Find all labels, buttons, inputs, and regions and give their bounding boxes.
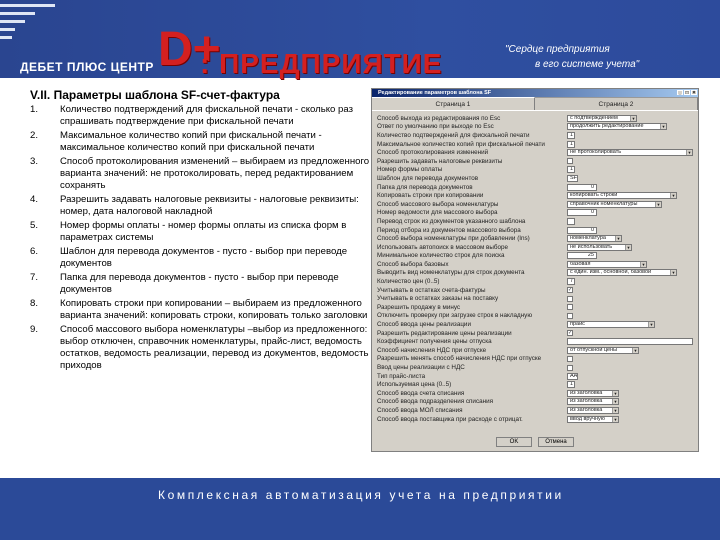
chevron-down-icon: ▼ (613, 399, 618, 405)
item-number: 4. (30, 194, 39, 205)
parameter-label: Коэффициент получения цены отпуска (377, 338, 492, 346)
parameter-row (377, 312, 694, 321)
parameter-row (377, 363, 694, 372)
parameter-row (377, 252, 694, 261)
select-value: с един. изм., основной, базовой (570, 269, 652, 276)
parameter-checkbox[interactable] (567, 296, 573, 302)
parameter-row (377, 191, 694, 200)
item-number: 6. (30, 246, 39, 257)
dialog-title: Редактирование параметров шаблона SF (378, 90, 492, 96)
parameter-checkbox[interactable] (567, 304, 573, 310)
item-text: Разрешить задавать налоговые реквизиты - налоговые реквизиты: номер, дата налоговой накладной (60, 194, 359, 217)
parameter-row (377, 329, 694, 338)
parameter-checkbox[interactable] (567, 356, 573, 362)
parameter-row (377, 303, 694, 312)
select-value: справочник номенклатуры (570, 200, 638, 207)
list-item (30, 324, 370, 372)
parameter-select[interactable] (567, 149, 693, 156)
parameter-row (377, 398, 694, 407)
parameter-input[interactable]: 7 (567, 278, 575, 285)
parameter-row (377, 131, 694, 140)
tab-page-1[interactable]: Страница 1 (372, 97, 535, 110)
parameter-label: Учитывать в остатках счета-фактуры (377, 286, 486, 294)
parameter-select[interactable] (567, 269, 677, 276)
list-item (30, 194, 370, 218)
parameter-row (377, 294, 694, 303)
parameter-label: Максимальное количество копий при фискальной печати (377, 140, 545, 148)
parameter-row (377, 243, 694, 252)
parameter-input[interactable]: 1 (567, 141, 575, 148)
parameter-input[interactable]: 1 (567, 132, 575, 139)
parameter-input[interactable]: АА (567, 373, 578, 380)
decor-stripe (0, 28, 15, 31)
select-value: продолжить редактирование (570, 123, 644, 130)
parameter-input[interactable]: 1 (567, 166, 575, 173)
list-item (30, 220, 370, 244)
item-number: 2. (30, 130, 39, 141)
dialog-titlebar (372, 89, 698, 97)
parameter-select[interactable] (567, 347, 639, 354)
item-text: Способ протоколирования изменений – выбираем из предложенного варианта значений: не протоколировать, перед редактированием сохранять (60, 156, 370, 191)
parameter-label: Используемая цена (0..5) (377, 381, 452, 389)
parameter-label: Папка для перевода документов (377, 183, 473, 191)
list-item (30, 272, 370, 296)
chevron-down-icon: ▼ (671, 193, 676, 199)
parameter-checkbox[interactable] (567, 365, 573, 371)
parameter-row (377, 200, 694, 209)
chevron-down-icon: ▼ (616, 236, 621, 242)
parameter-checkbox[interactable]: ✓ (568, 330, 573, 337)
item-text: Папка для перевода документов - пусто - выбор при переводе документов (60, 272, 339, 295)
parameter-row (377, 157, 694, 166)
parameter-label: Номер ведомости для массового выбора (377, 209, 498, 217)
parameter-row (377, 337, 694, 346)
chevron-down-icon: ▼ (613, 416, 618, 422)
parameter-row (377, 226, 694, 235)
parameter-label: Способ выбора базовых (377, 260, 449, 268)
select-value: из заголовка (570, 398, 603, 405)
slogan-line: "Сердце предприятия (505, 44, 610, 55)
parameter-select[interactable] (567, 407, 619, 414)
parameter-select[interactable] (567, 261, 647, 268)
item-number: 3. (30, 156, 39, 167)
parameter-label: Ответ по умолчанию при выходе по Esc (377, 123, 494, 131)
parameter-label: Тип прайс-листа (377, 372, 426, 380)
parameter-row (377, 166, 694, 175)
parameter-label: Период отбора из документов массового выбора (377, 226, 521, 234)
chevron-down-icon: ▼ (613, 407, 618, 413)
chevron-down-icon: ▼ (687, 150, 692, 156)
parameter-number-input[interactable]: 25 (567, 252, 597, 259)
parameter-select[interactable] (567, 115, 637, 122)
parameter-select[interactable] (567, 123, 667, 130)
chevron-down-icon: ▼ (671, 270, 676, 276)
header-banner (0, 0, 720, 78)
select-value: базовая (570, 260, 591, 267)
parameter-row (377, 355, 694, 364)
parameter-row (377, 209, 694, 218)
chevron-down-icon: ▼ (631, 115, 636, 121)
parameter-row (377, 406, 694, 415)
parameter-label: Количество цен (0..5) (377, 278, 440, 286)
parameter-row (377, 380, 694, 389)
list-item (30, 130, 370, 154)
parameter-row (377, 346, 694, 355)
parameter-select[interactable] (567, 235, 622, 242)
footer-band (0, 478, 720, 540)
parameter-number-input[interactable]: 0 (567, 227, 597, 234)
parameter-row (377, 183, 694, 192)
close-button[interactable]: × (692, 90, 696, 96)
parameter-label: Способ выхода из редактирования по Esc (377, 114, 501, 122)
select-value: из заголовка (570, 389, 603, 396)
parameter-label: Способ ввода цены реализации (377, 321, 471, 329)
parameter-row (377, 123, 694, 132)
select-value: не протоколировать (570, 149, 622, 156)
item-text: Копировать строки при копировании – выбираем из предложенного варианта значений: копировать строки, копировать только заголовки (60, 298, 368, 321)
item-text: Способ массового выбора номенклатуры –выбор из предложенного: выбор отключен, справочник номенклатуры, прайс-лист, ведомость остатков, ведомость реализации, перевод из документов, ведомость приходов (60, 324, 369, 371)
slogan (505, 42, 639, 72)
chevron-down-icon: ▼ (661, 124, 666, 130)
parameter-row (377, 415, 694, 424)
parameter-row (377, 277, 694, 286)
chevron-down-icon: ▼ (656, 201, 661, 207)
product-name: : ПРЕДПРИЯТИЕ (200, 48, 443, 79)
parameter-select[interactable] (567, 192, 677, 199)
parameter-label: Учитывать в остатках заказы на поставку (377, 295, 499, 303)
parameter-label: Способ ввода счета списания (377, 389, 465, 397)
item-text: Номер формы оплаты - номер формы оплаты из списка форм в параметрах системы (60, 220, 347, 243)
item-text: Шаблон для перевода документов - пусто - выбор при переводе документов (60, 246, 348, 269)
item-text: Максимальное количество копий при фискальной печати - максимальное количество копий при фискальной печати (60, 130, 322, 153)
decor-stripe (0, 20, 25, 23)
item-number: 1. (30, 104, 39, 115)
parameter-row (377, 114, 694, 123)
item-text: Количество подтверждений для фискальной печати - сколько раз спрашивать подтверждение при фискальной печати (60, 104, 353, 127)
parameter-row (377, 234, 694, 243)
parameter-label: Копировать строки при копировании (377, 192, 484, 200)
parameter-checkbox[interactable] (567, 158, 573, 164)
parameter-label: Разрешить задавать налоговые реквизиты (377, 157, 503, 165)
parameter-row (377, 217, 694, 226)
parameter-row (377, 269, 694, 278)
parameter-row (377, 320, 694, 329)
chevron-down-icon: ▼ (641, 261, 646, 267)
parameter-label: Способ начисления НДС при отпуске (377, 346, 487, 354)
parameter-label: Шаблон для перевода документов (377, 174, 479, 182)
chevron-down-icon: ▼ (613, 390, 618, 396)
parameter-input[interactable]: 1 (567, 381, 575, 388)
item-number: 8. (30, 298, 39, 309)
select-value: от отпускной цены (570, 346, 618, 353)
parameter-row (377, 372, 694, 381)
parameter-select[interactable] (567, 416, 619, 423)
select-value: копировать строки (570, 192, 618, 199)
parameter-row (377, 140, 694, 149)
parameter-label: Отключить проверку при загрузке строк в накладную (377, 312, 533, 320)
parameter-row (377, 174, 694, 183)
select-value: не использовать (570, 243, 613, 250)
select-value: номенклатура (570, 235, 606, 242)
parameter-select[interactable] (567, 390, 619, 397)
parameter-label: Разрешить менять способ начисления НДС при отпуске (377, 355, 542, 363)
cancel-button[interactable]: Отмена (538, 437, 574, 447)
parameter-rows (372, 111, 698, 423)
parameter-checkbox[interactable]: ✓ (568, 287, 573, 294)
decor-stripe (0, 12, 35, 15)
parameter-number-input[interactable]: 0 (567, 209, 597, 216)
parameter-label: Способ ввода поставщика при расходе с отрицат. (377, 415, 523, 423)
maximize-button[interactable]: □ (685, 90, 689, 96)
minimize-button[interactable]: _ (678, 90, 682, 96)
item-number: 7. (30, 272, 39, 283)
parameter-row (377, 260, 694, 269)
parameter-label: Способ протоколирования изменений (377, 149, 489, 157)
parameter-select[interactable] (567, 398, 619, 405)
parameter-label: Выводить вид номенклатуры для строк документа (377, 269, 525, 277)
parameter-label: Способ массового выбора номенклатуры (377, 200, 499, 208)
footer-tagline: Комплексная автоматизация учета на предприятии (158, 488, 564, 502)
parameter-input[interactable] (567, 218, 575, 225)
company-name: ДЕБЕТ ПЛЮС ЦЕНТР (20, 60, 154, 74)
decor-stripe (0, 4, 55, 7)
ok-button[interactable]: OK (496, 437, 532, 447)
parameter-row (377, 389, 694, 398)
parameter-label: Способ выбора номенклатуры при добавлении (Ins) (377, 235, 530, 243)
parameter-row (377, 148, 694, 157)
select-value: из заголовка (570, 406, 603, 413)
parameter-select[interactable] (567, 201, 662, 208)
list-item (30, 156, 370, 192)
slogan-line: в его системе учета" (535, 59, 640, 70)
list-item (30, 104, 370, 128)
decor-stripe (0, 36, 12, 39)
parameter-label: Минимальное количество строк для поиска (377, 252, 505, 260)
list-item (30, 298, 370, 322)
select-value: прайс (570, 321, 585, 328)
parameter-label: Номер формы оплаты (377, 166, 443, 174)
parameter-label: Разрешить редактирование цены реализации (377, 329, 512, 337)
template-params-dialog (371, 88, 699, 452)
parameter-label: Количество подтверждений для фискальной печати (377, 131, 530, 139)
chevron-down-icon: ▼ (633, 347, 638, 353)
list-item (30, 246, 370, 270)
select-value: с подтверждением (570, 114, 618, 121)
item-number: 5. (30, 220, 39, 231)
parameter-label: Использовать автопоиск в массовом выборе (377, 243, 509, 251)
slide-title: V.II. Параметры шаблона SF-счет-фактура (30, 88, 280, 102)
parameter-list (30, 104, 370, 374)
parameter-checkbox[interactable] (567, 313, 573, 319)
tab-page-2[interactable]: Страница 2 (535, 97, 698, 110)
parameter-label: Способ ввода подразделения списания (377, 398, 494, 406)
parameter-label: Ввод цены реализации с НДС (377, 364, 465, 372)
select-value: ввод вручную (570, 415, 605, 422)
chevron-down-icon: ▼ (649, 322, 654, 328)
parameter-input[interactable]: SF (567, 175, 578, 182)
parameter-select[interactable] (567, 244, 632, 251)
parameter-label: Разрешить продажу в минус (377, 303, 461, 311)
parameter-label: Перевод строк из документов указанного шаблона (377, 217, 526, 225)
parameter-number-input[interactable]: 0 (567, 184, 597, 191)
parameter-label: Способ ввода МОЛ списания (377, 406, 463, 414)
chevron-down-icon: ▼ (626, 244, 631, 250)
parameter-row (377, 286, 694, 295)
item-number: 9. (30, 324, 39, 335)
parameter-input[interactable] (567, 338, 693, 345)
product-logo: D+ (158, 23, 221, 76)
parameter-select[interactable] (567, 321, 655, 328)
